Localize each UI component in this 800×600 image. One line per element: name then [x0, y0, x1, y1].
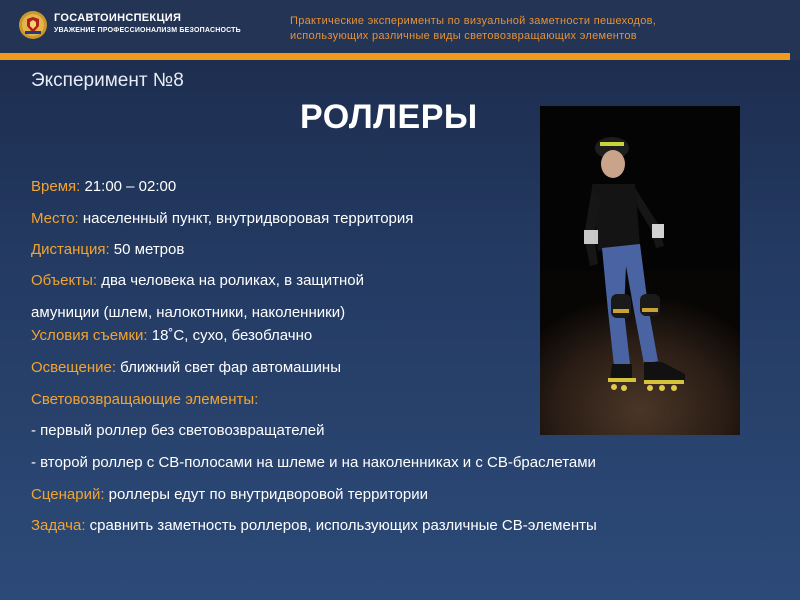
header-description-line1: Практические эксперименты по визуальной заметности пешеходов,	[290, 15, 657, 27]
roller-skater-illustration	[540, 106, 740, 435]
lighting-label: Освещение:	[31, 359, 116, 376]
org-slogan: УВАЖЕНИЕ ПРОФЕССИОНАЛИЗМ БЕЗОПАСНОСТЬ	[54, 27, 241, 34]
detail-time	[31, 178, 176, 195]
detail-task	[31, 517, 597, 534]
detail-objects-cont: амуниции (шлем, налокотники, наколенники)	[31, 304, 346, 321]
detail-conditions	[31, 327, 312, 344]
conditions-label: Условия съемки:	[31, 327, 148, 344]
org-title: ГОСАВТОИНСПЕКЦИЯ	[54, 12, 182, 24]
header	[0, 0, 800, 53]
police-emblem-icon	[18, 10, 48, 40]
detail-reflective	[31, 391, 258, 408]
detail-lighting	[31, 359, 341, 376]
header-accent-bar	[0, 53, 790, 60]
detail-objects	[31, 272, 364, 289]
lighting-value: ближний свет фар автомашины	[116, 359, 341, 376]
place-value: населенный пункт, внутридворовая территория	[78, 210, 414, 227]
conditions-value: 18˚С, сухо, безоблачно	[147, 327, 313, 344]
objects-label: Объекты:	[31, 272, 98, 289]
roller-skater-photo	[540, 106, 740, 435]
header-description	[290, 14, 770, 44]
reflective-item-2: - второй роллер с СВ-полосами на шлеме и на наколенниках и с СВ-браслетами	[31, 454, 596, 471]
place-label: Место:	[31, 210, 79, 227]
header-accent-bar-end	[790, 53, 800, 60]
detail-scenario	[31, 486, 428, 503]
scenario-value: роллеры едут по внутридворовой территории	[104, 486, 428, 503]
task-value: сравнить заметность роллеров, использующих различные СВ-элементы	[85, 517, 597, 534]
time-value: 21:00 – 02:00	[80, 178, 177, 195]
reflective-label: Световозвращающие элементы:	[31, 391, 259, 408]
scenario-label: Сценарий:	[31, 486, 105, 503]
page-title: РОЛЛЕРЫ	[300, 98, 478, 136]
objects-value: два человека на роликах, в защитной	[97, 272, 365, 289]
detail-place	[31, 210, 413, 227]
task-label: Задача:	[31, 517, 86, 534]
detail-distance	[31, 241, 184, 258]
distance-label: Дистанция:	[31, 241, 110, 258]
reflective-item-1: - первый роллер без световозвращателей	[31, 422, 325, 439]
header-description-line2: использующих различные виды световозвращающих элементов	[290, 30, 637, 42]
time-label: Время:	[31, 178, 81, 195]
experiment-number: Эксперимент №8	[31, 70, 184, 91]
distance-value: 50 метров	[109, 241, 185, 258]
